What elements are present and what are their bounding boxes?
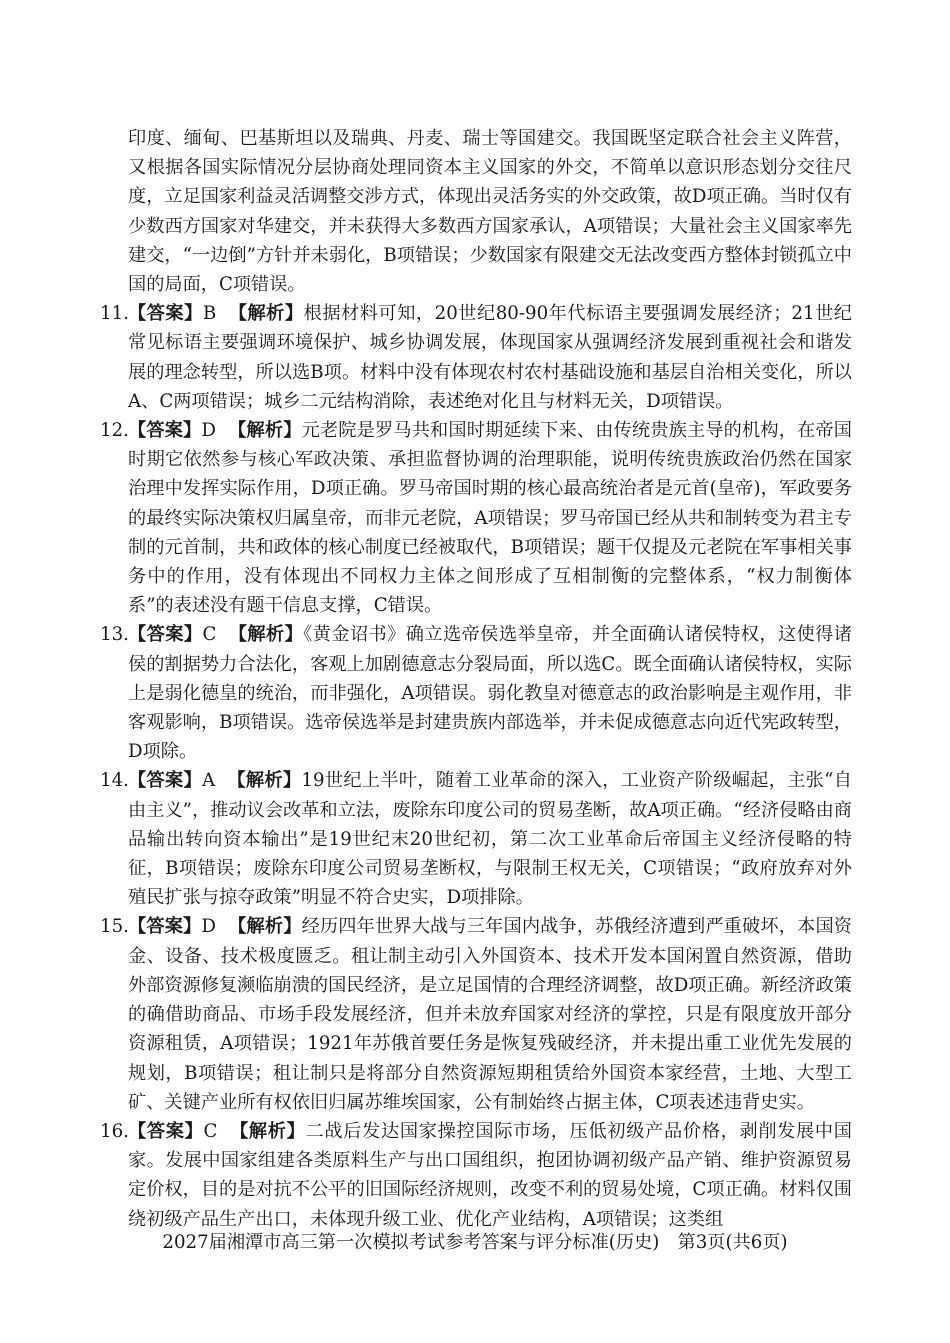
answer-item-13 xyxy=(100,620,852,766)
analysis-text: 元老院是罗马共和国时期延续下来、由传统贵族主导的机构，在帝国时期它依然参与核心军政决策、承担监督协调的治理职能，说明传统贵族政治仍然在国家治理中发挥实际作用，D项正确。罗马帝国时期的核心最高统治者是元首(皇帝)，军政要务的最终实际决策权归属皇帝，而非元老院，A项错误；罗马帝国已经从共和制转变为君主专制的元首制，共和政体的核心制度已经被取代，B项错误；题干仅提及元老院在军事相关事务中的作用，没有体现出不同权力主体之间形成了互相制衡的完整体系，“权力制衡体系”的表述没有题干信息支撑，C错误。 xyxy=(128,420,852,617)
answer-item-15 xyxy=(100,912,852,1116)
item-body xyxy=(128,912,852,1116)
item-body xyxy=(128,416,852,620)
item-body xyxy=(128,766,852,912)
answer-label: 【答案】 xyxy=(128,624,203,646)
answer-item-11 xyxy=(100,299,852,416)
item-10-continuation: 印度、缅甸、巴基斯坦以及瑞典、丹麦、瑞士等国建交。我国既坚定联合社会主义阵营，又根据各国实际情况分层协商处理同资本主义国家的外交，不简单以意识形态划分交往尺度，立足国家利益灵活调整交涉方式，体现出灵活务实的外交政策，故D项正确。当时仅有少数西方国家对华建交，并未获得大多数西方国家承认，A项错误；大量社会主义国家率先建交，“一边倒”方针并未弱化，B项错误；少数国家有限建交无法改变西方整体封锁孤立中国的局面，C项错误。 xyxy=(128,128,852,296)
item-number: 13. xyxy=(100,624,129,646)
analysis-text: 二战后发达国家操控国际市场，压低初级产品价格，剥削发展中国家。发展中国家组建各类原料生产与出口国组织，抱团协调初级产品产销、维护资源贸易定价权，目的是对抗不公平的旧国际经济规则，改变不利的贸易处境，C项正确。材料仅围绕初级产品生产出口，未体现升级工业、优化产业结构，A项错误；这类组 xyxy=(128,1120,852,1230)
item-body xyxy=(128,299,852,416)
answer-value: A xyxy=(201,770,216,792)
answer-label: 【答案】 xyxy=(128,303,203,325)
answer-item-16 xyxy=(100,1117,852,1234)
answer-label: 【答案】 xyxy=(128,420,202,442)
answer-item-12 xyxy=(100,416,852,620)
answer-value: C xyxy=(202,624,217,646)
analysis-label: 【解析】 xyxy=(228,916,302,938)
item-number: 14. xyxy=(100,770,129,792)
analysis-text: 经历四年世界大战与三年国内战争，苏俄经济遭到严重破坏，本国资金、设备、技术极度匮乏。租让制主动引入外国资本、技术开发本国闲置自然资源，借助外部资源修复濒临崩溃的国民经济，是立足国情的合理经济调整，故D项正确。新经济政策的确借助商品、市场手段发展经济，但并未放弃国家对经济的掌控，只是有限度放开部分资源租赁，A项错误；1921年苏俄首要任务是恢复残破经济，并未提出重工业优先发展的规划，B项错误；租让制只是将部分自然资源短期租赁给外国资本家经营，土地、大型工矿、关键产业所有权依旧归属苏维埃国家，公有制始终占据主体，C项表述违背史实。 xyxy=(128,916,852,1113)
analysis-label: 【解析】 xyxy=(228,420,302,442)
item-number: 16. xyxy=(100,1120,129,1142)
item-body xyxy=(128,1117,852,1234)
answer-value: B xyxy=(202,303,217,325)
analysis-label: 【解析】 xyxy=(229,1120,306,1142)
page-content xyxy=(100,124,852,1234)
analysis-label: 【解析】 xyxy=(227,770,302,792)
item-body xyxy=(128,620,852,766)
page-footer: 2027届湘潭市高三第一次模拟考试参考答案与评分标准(历史) 第3页(共6页) xyxy=(162,1232,788,1253)
answer-value: D xyxy=(201,916,217,938)
answer-label: 【答案】 xyxy=(128,916,202,938)
answer-value: C xyxy=(203,1120,218,1142)
item-number: 11. xyxy=(100,303,129,325)
answer-value: D xyxy=(201,420,217,442)
item-number: 15. xyxy=(100,916,129,938)
analysis-label: 【解析】 xyxy=(228,624,304,646)
analysis-label: 【解析】 xyxy=(228,303,304,325)
answer-item-14 xyxy=(100,766,852,912)
answer-label: 【答案】 xyxy=(128,1120,204,1142)
analysis-text: 《黄金诏书》确立选帝侯选举皇帝，并全面确认诸侯特权，这使得诸侯的割据势力合法化，客观上加剧德意志分裂局面，所以选C。既全面确认诸侯特权，实际上是弱化德皇的统治，而非强化，A项错误。弱化教皇对德意志的政治影响是主观作用，非客观影响，B项错误。选帝侯选举是封建贵族内部选举，并未促成德意志向近代宪政转型，D项除。 xyxy=(128,624,852,763)
item-number: 12. xyxy=(100,420,129,442)
analysis-text: 19世纪上半叶，随着工业革命的深入，工业资产阶级崛起，主张“自由主义”，推动议会改革和立法，废除东印度公司的贸易垄断，故A项正确。“经济侵略由商品输出转向资本输出”是19世纪末20世纪初，第二次工业革命后帝国主义经济侵略的特征，B项错误；废除东印度公司贸易垄断权，与限制王权无关，C项错误；“政府放弃对外殖民扩张与掠夺政策”明显不符合史实，D项排除。 xyxy=(128,770,852,909)
answer-label: 【答案】 xyxy=(128,770,202,792)
analysis-text: 根据材料可知，20世纪80-90年代标语主要强调发展经济；21世纪常见标语主要强调环境保护、城乡协调发展，体现国家从强调经济发展到重视社会和谐发展的理念转型，所以选B项。材料中没有体现农村农村基础设施和基层自治相关变化，所以A、C两项错误；城乡二元结构消除，表述绝对化且与材料无关，D项错误。 xyxy=(128,303,852,412)
